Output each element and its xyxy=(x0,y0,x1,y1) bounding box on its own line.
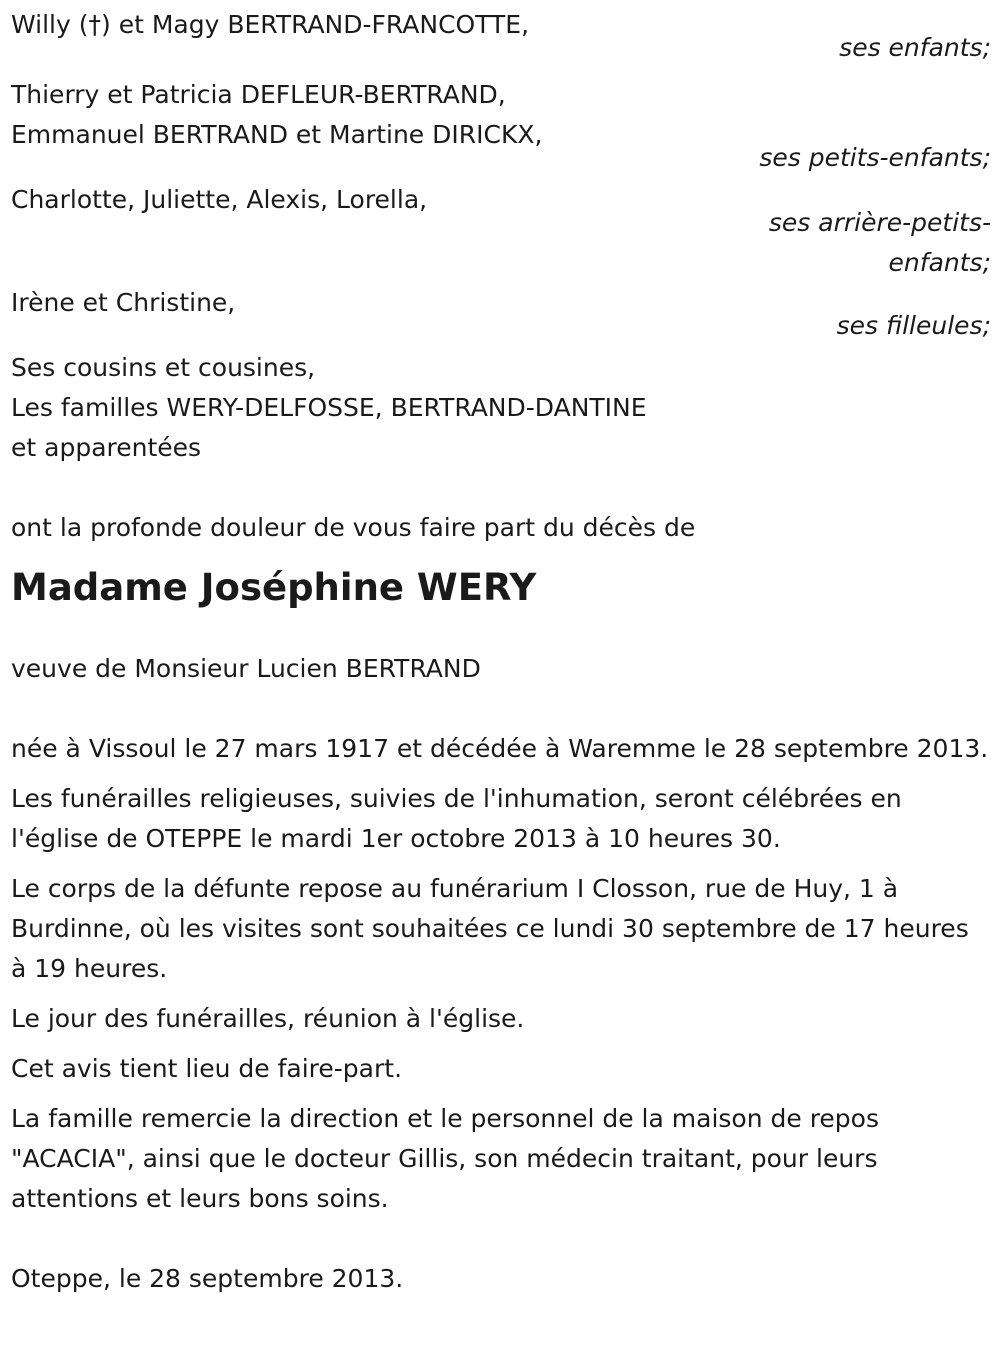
goddaughters-names: Irène et Christine, xyxy=(11,288,236,317)
widow-of: veuve de Monsieur Lucien BERTRAND xyxy=(11,654,481,683)
grandchildren-label: ses petits-enfants; xyxy=(759,143,991,172)
deceased-name: Madame Joséphine WERY xyxy=(11,566,537,609)
notice-text: Cet avis tient lieu de faire-part. xyxy=(11,1054,403,1083)
funeral-details: Les funérailles religieuses, suivies de l'inhumation, seront célébrées en l'église de OTEPPE le mardi 1er octobre 2013 à 10 heures 30. xyxy=(11,784,902,853)
cousins-line-3: et apparentées xyxy=(11,433,202,462)
children-names: Willy (†) et Magy BERTRAND-FRANCOTTE, xyxy=(11,10,530,39)
children-label: ses enfants; xyxy=(839,33,991,62)
obituary-notice xyxy=(11,5,991,1299)
cousins-line-1: Ses cousins et cousines, xyxy=(11,353,316,382)
goddaughters-label: ses filleules; xyxy=(836,311,991,340)
visits-details: Le corps de la défunte repose au funérarium I Closson, rue de Huy, 1 à Burdinne, où les visites sont souhaitées ce lundi 30 septembre de 17 heures à 19 heures. xyxy=(11,874,969,983)
great-grandchildren-label: ses arrière-petits-enfants; xyxy=(768,208,991,277)
birth-death-dates: née à Vissoul le 27 mars 1917 et décédée à Waremme le 28 septembre 2013. xyxy=(11,734,989,763)
announcement-text: ont la profonde douleur de vous faire part du décès de xyxy=(11,513,696,542)
great-grandchildren-names: Charlotte, Juliette, Alexis, Lorella, xyxy=(11,185,428,214)
meeting-details: Le jour des funérailles, réunion à l'église. xyxy=(11,1004,525,1033)
grandchildren-line-1: Thierry et Patricia DEFLEUR-BERTRAND, xyxy=(11,80,506,109)
closing-place-date: Oteppe, le 28 septembre 2013. xyxy=(11,1264,404,1293)
thanks-text: La famille remercie la direction et le personnel de la maison de repos "ACACIA", ainsi que le docteur Gillis, son médecin traitant, pour leurs attentions et leurs bons soins. xyxy=(11,1104,879,1213)
cousins-line-2: Les familles WERY-DELFOSSE, BERTRAND-DANTINE xyxy=(11,393,647,422)
grandchildren-line-2: Emmanuel BERTRAND et Martine DIRICKX, xyxy=(11,120,543,149)
